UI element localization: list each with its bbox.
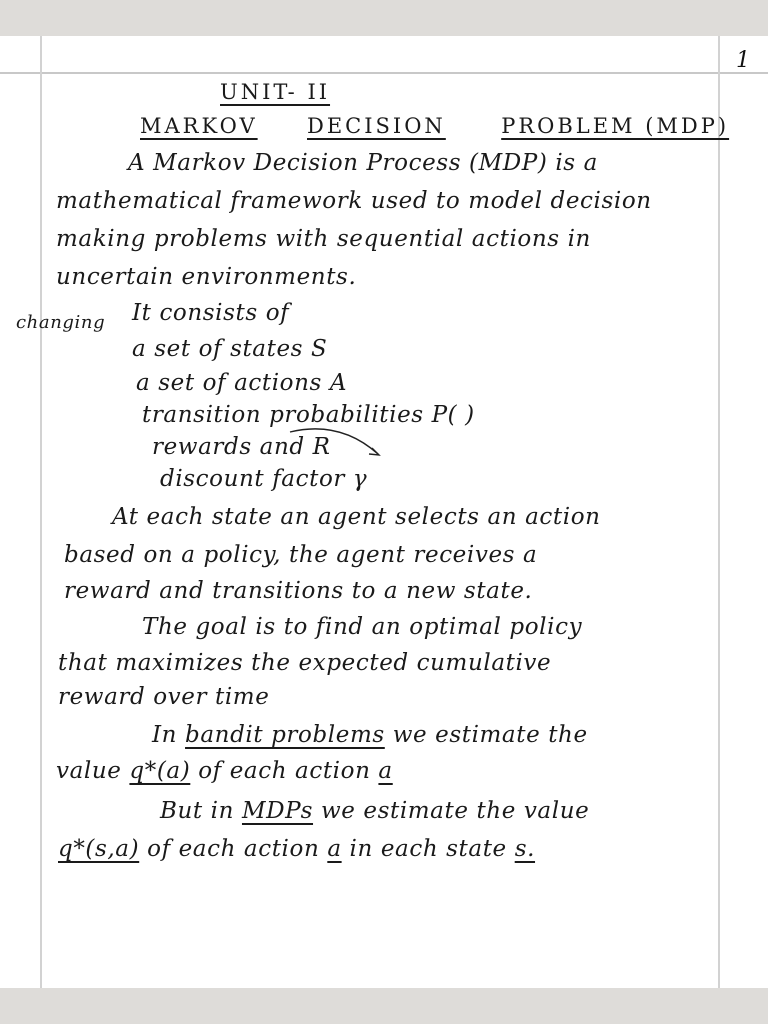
text-line: mathematical framework used to model decision	[56, 188, 652, 214]
list-item: a set of states S	[132, 336, 328, 362]
page-number: 1	[736, 48, 750, 73]
text-line: A Markov Decision Process (MDP) is a	[128, 150, 598, 176]
consists-intro: It consists of	[132, 300, 290, 326]
bandit-mid: of each action	[198, 758, 371, 784]
bandit-value: value	[56, 758, 122, 784]
bandit-line-1	[152, 722, 588, 748]
title-problem: PROBLEM (MDP)	[501, 114, 730, 138]
bandit-line-2	[56, 758, 393, 784]
text-line: reward over time	[58, 684, 270, 710]
mdp-mid2: in each state	[349, 836, 507, 862]
unit-heading	[220, 80, 330, 104]
bandit-var: a	[378, 758, 393, 784]
list-item: transition probabilities P( )	[142, 402, 475, 428]
bandit-pre: In	[152, 722, 178, 748]
bandit-func: q*(a)	[129, 758, 191, 784]
mdp-post: we estimate the value	[320, 798, 590, 824]
text-line: The goal is to find an optimal policy	[142, 614, 583, 640]
notebook-page	[0, 36, 768, 988]
mdp-pre: But in	[160, 798, 235, 824]
text-line: At each state an agent selects an action	[112, 504, 601, 530]
text-line: reward and transitions to a new state.	[64, 578, 533, 604]
bandit-term: bandit problems	[185, 722, 385, 748]
text-line: making problems with sequential actions in	[56, 226, 591, 252]
text-line: uncertain environments.	[56, 264, 357, 290]
mdp-term: MDPs	[241, 798, 314, 824]
mdp-line-1	[160, 798, 589, 824]
left-margin-rule	[40, 36, 42, 988]
transition-arrow-icon	[280, 424, 400, 464]
title-markov: MARKOV	[140, 114, 258, 138]
title-decision: DECISION	[307, 114, 446, 138]
list-item: rewards and R	[152, 434, 331, 460]
mdp-var2: s.	[514, 836, 536, 862]
bandit-post: we estimate the	[392, 722, 588, 748]
list-item: discount factor γ	[160, 466, 368, 492]
margin-note: changing	[16, 312, 106, 333]
text-line: based on a policy, the agent receives a	[64, 542, 538, 568]
list-item: a set of actions A	[136, 370, 348, 396]
right-margin-rule	[718, 36, 720, 988]
top-margin-rule	[0, 72, 768, 74]
text-line: that maximizes the expected cumulative	[58, 650, 552, 676]
mdp-var: a	[327, 836, 342, 862]
mdp-mid: of each action	[147, 836, 320, 862]
unit-label: UNIT- II	[220, 80, 331, 104]
page-title	[140, 114, 729, 138]
mdp-line-2	[58, 836, 535, 862]
mdp-func: q*(s,a)	[58, 836, 140, 862]
